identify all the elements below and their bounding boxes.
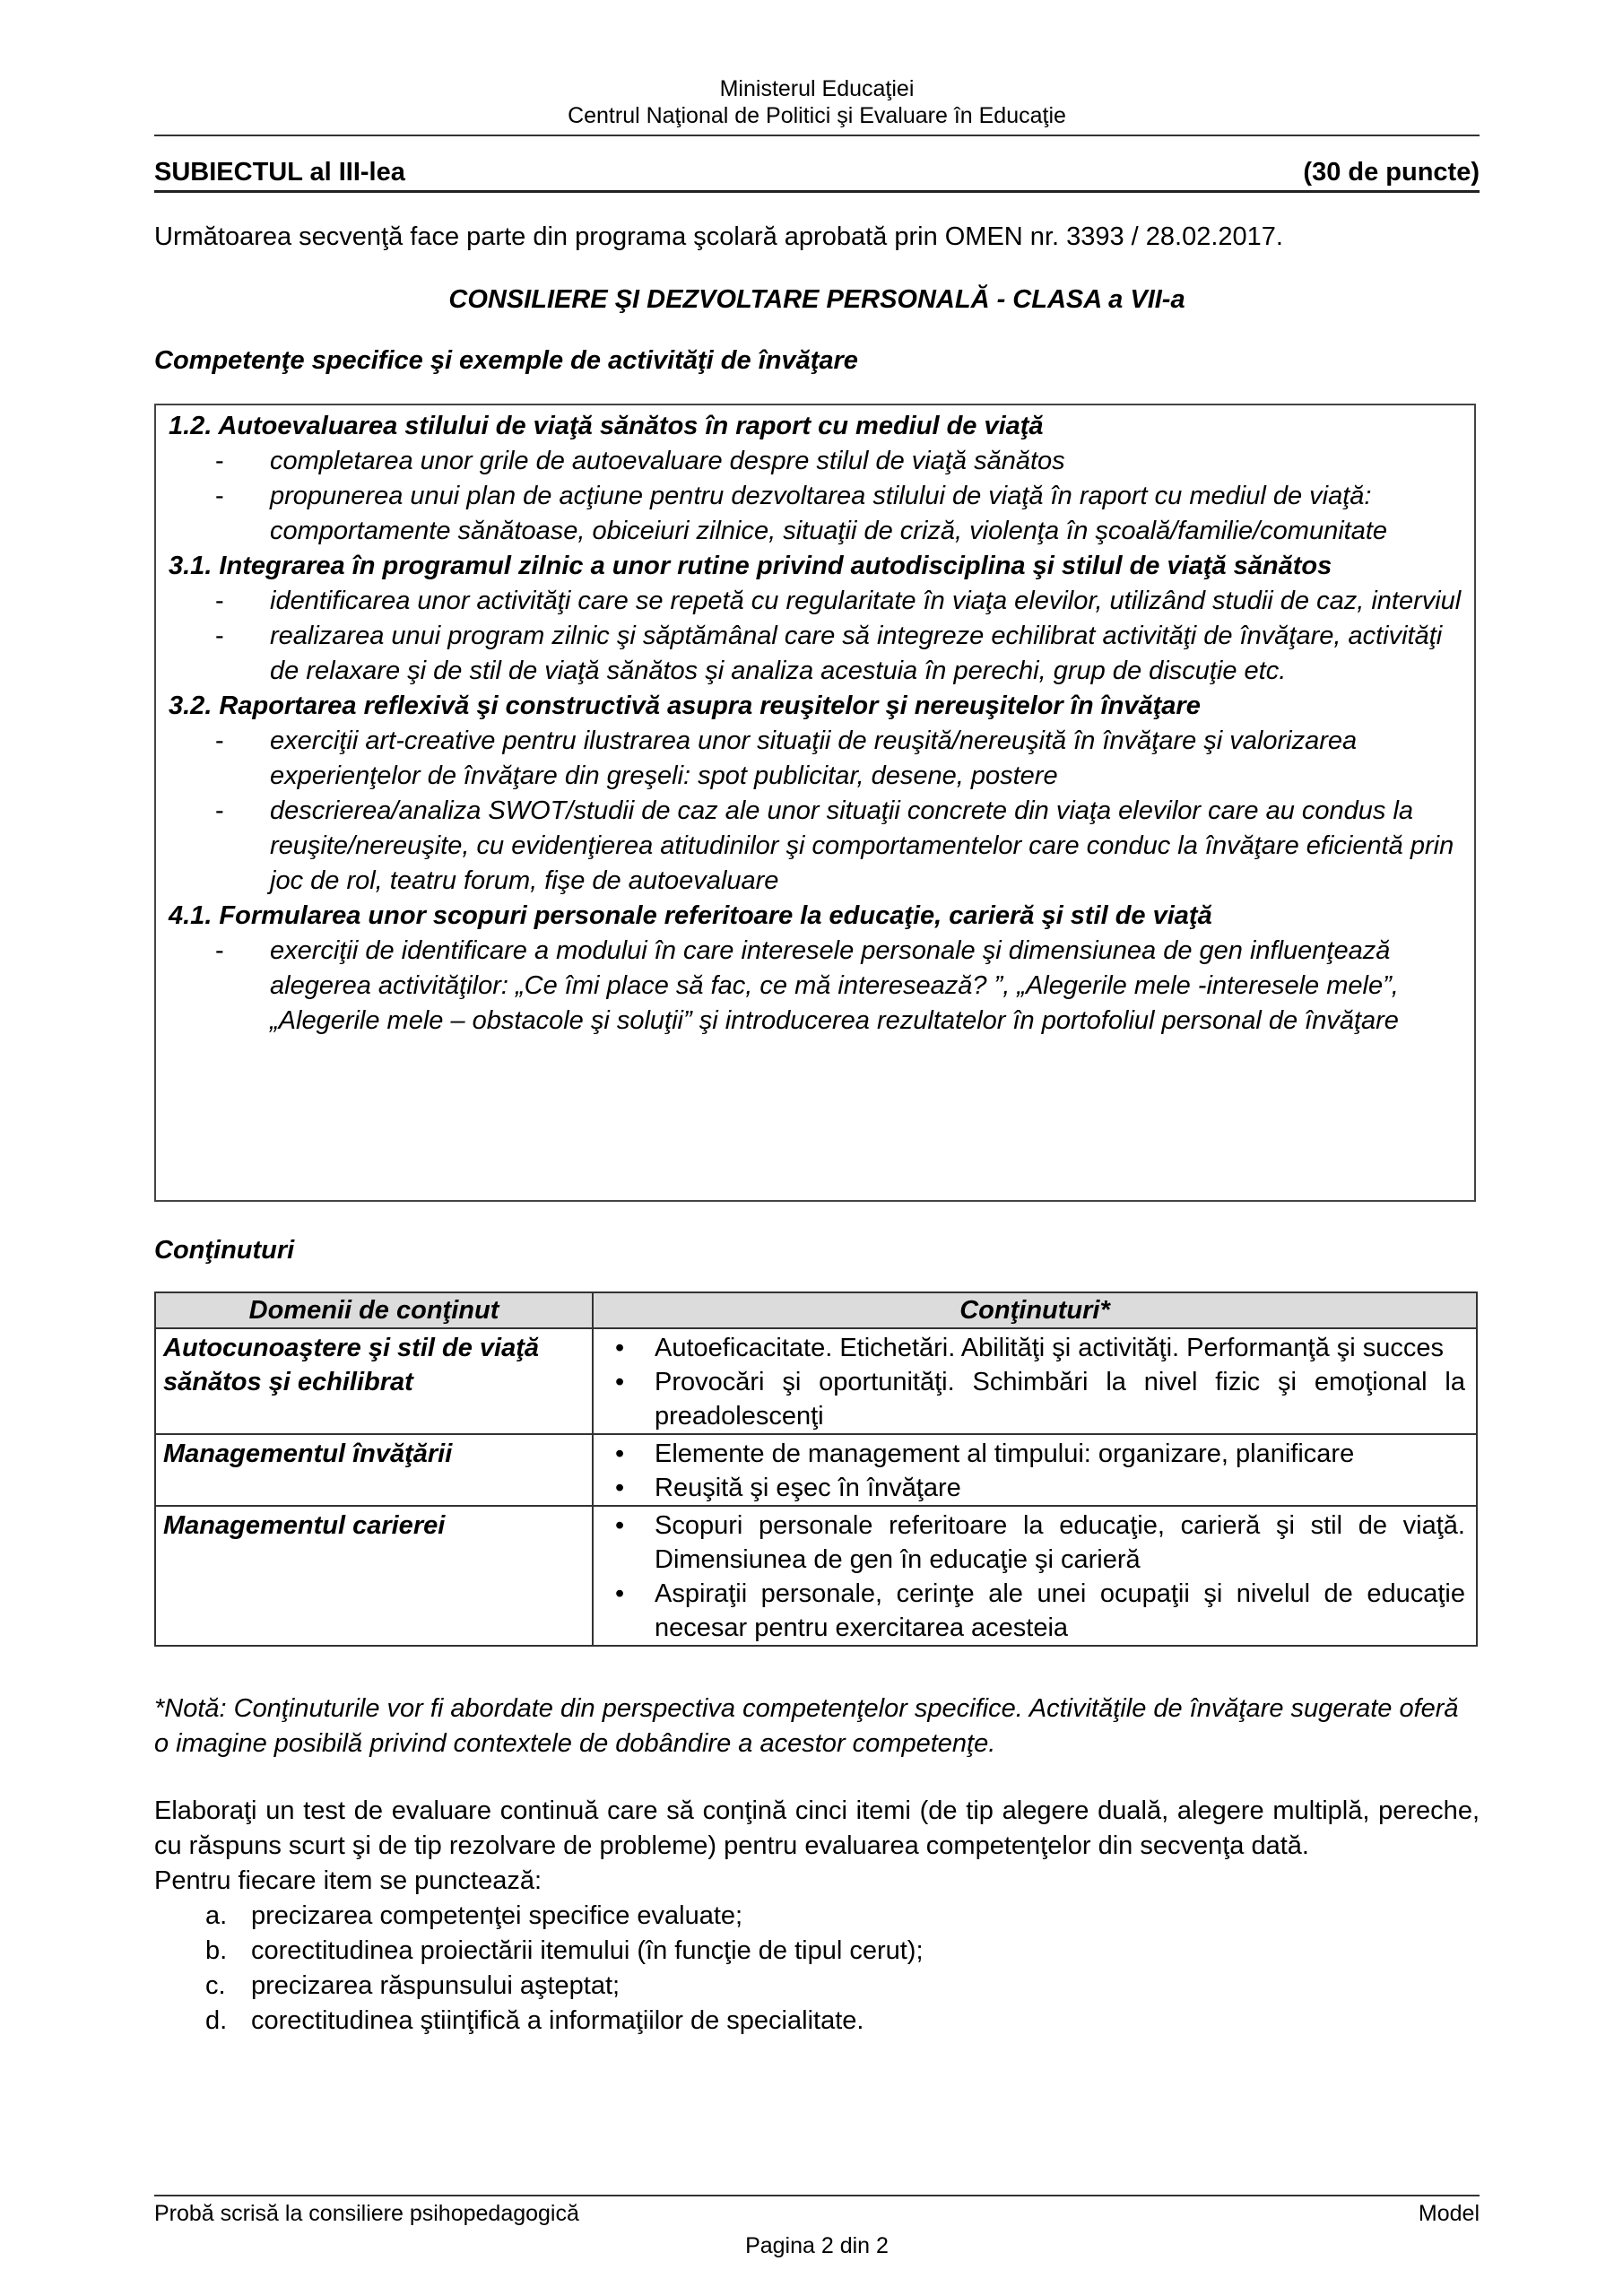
competence-1-2 [169,409,1463,549]
content-item: • Provocări şi oportunităţi. Schimbări la nivel fizic şi emoţional la preadolescenţi [604,1365,1465,1433]
task-text: Elaboraţi un test de evaluare continuă care să conţină cinci itemi (de tip alegere duală, alegere multiplă, pereche, cu răspuns scurt şi de tip rezolvare de probleme) pentru evaluarea competenţelor din secvenţa dată. [154,1796,1480,1860]
activity-item: - identificarea unor activităţi care se repetă cu regularitate în viaţa elevilor, utilizând studii de caz, interviul [169,584,1463,619]
intro-text: Următoarea secvenţă face parte din programa şcolară aprobată prin OMEN nr. 3393 / 28.02.2017. [154,222,1283,251]
content-item: • Elemente de management al timpului: organizare, planificare [604,1437,1465,1471]
criterion-item: d. corectitudinea ştiinţifică a informaţiilor de specialitate. [205,2006,864,2035]
subject-heading [154,158,1480,193]
bullet-dot-icon: • [615,1368,625,1396]
subject-title: SUBIECTUL al III-lea [154,158,405,187]
column-header-contents: Conţinuturi* [593,1292,1477,1328]
competences-title: Competenţe specifice şi exemple de activităţi de învăţare [154,346,858,375]
table-header-row [155,1292,1477,1328]
competence-3-1 [169,549,1463,689]
header-center: Centrul Naţional de Politici şi Evaluare în Educaţie [568,103,1066,128]
activity-item: - descrierea/analiza SWOT/studii de caz ale unor situaţii concrete din viaţa elevilor care au condus la reuşite/nereuşite, cu evidenţierea atitudinilor şi comportamentelor care conduc la învăţare eficientă prin joc de rol, teatru forum, fişe de autoevaluare [169,794,1463,899]
program-title: CONSILIERE ŞI DEZVOLTARE PERSONALĂ - CLASA a VII-a [448,285,1185,314]
activity-item: - exerciţii art-creative pentru ilustrarea unor situaţii de reuşită/nereuşită în învăţare şi valorizarea experienţelor de învăţare din greşeli: spot publicitar, desene, postere [169,724,1463,794]
bullet-dot-icon: • [615,1511,625,1540]
competence-4-1 [169,899,1463,1039]
activity-item: - exerciţii de identificare a modului în care interesele personale şi dimensiunea de gen influenţează alegerea activităţilor: „Ce îmi place să fac, ce mă interesează? ”, „Alegerile mele -interesele mele”, „Alegerile mele – obstacole şi soluţii” şi introducerea rezultatelor în portofoliul personal de învăţare [169,934,1463,1039]
criterion-item: c. precizarea răspunsului aşteptat; [205,1971,621,2000]
bullet-dot-icon: • [615,1579,625,1608]
contents-title: Conţinuturi [154,1236,295,1265]
content-item: • Aspiraţii personale, cerinţe ale unei ocupaţii şi nivelul de educaţie necesar pentru exercitarea acesteia [604,1577,1465,1645]
bullet-dot-icon: • [615,1474,625,1502]
bullet-dot-icon: • [615,1334,625,1362]
contents-cell [593,1328,1477,1434]
contents-cell [593,1506,1477,1646]
table-row [155,1506,1477,1646]
criterion-item: a. precizarea competenţei specifice evaluate; [205,1901,743,1930]
competences-box [154,404,1476,1202]
table-row [155,1434,1477,1506]
content-item: • Reuşită şi eşec în învăţare [604,1471,1465,1505]
footer-model-label: Model [1418,2201,1480,2226]
content-item: • Scopuri personale referitoare la educaţie, carieră şi stil de viaţă. Dimensiunea de gen în educaţie şi carieră [604,1509,1465,1577]
footer-exam-name: Probă scrisă la consiliere psihopedagogică [154,2201,579,2226]
domain-cell: Managementul învăţării [155,1434,593,1506]
dash-bullet: - [215,482,224,510]
competence-3-2 [169,689,1463,899]
table-row [155,1328,1477,1434]
domain-cell: Autocunoaştere şi stil de viaţă sănătos şi echilibrat [155,1328,593,1434]
footer-divider [154,2195,1480,2196]
dash-bullet: - [215,936,224,965]
dash-bullet: - [215,726,224,755]
activity-item: - propunerea unui plan de acţiune pentru dezvoltarea stilului de viaţă în raport cu mediul de viaţă: comportamente sănătoase, obiceiuri zilnice, situaţii de criză, violenţa în şcoală/familie/comunitate [169,479,1463,549]
page-number: Pagina 2 din 2 [745,2233,889,2258]
bullet-dot-icon: • [615,1439,625,1468]
competence-title: 4.1. Formularea unor scopuri personale referitoare la educaţie, carieră şi stil de viaţă [169,901,1212,930]
competence-title: 1.2. Autoevaluarea stilului de viaţă sănătos în raport cu mediul de viaţă [169,412,1044,440]
contents-cell [593,1434,1477,1506]
dash-bullet: - [215,447,224,475]
column-header-domains: Domenii de conţinut [155,1292,593,1328]
domain-cell: Managementul carierei [155,1506,593,1646]
competence-title: 3.2. Raportarea reflexivă şi constructivă asupra reuşitelor şi nereuşitelor în învăţare [169,691,1201,720]
dash-bullet: - [215,587,224,615]
criterion-item: b. corectitudinea proiectării itemului (în funcţie de tipul cerut); [205,1936,924,1965]
dash-bullet: - [215,622,224,650]
activity-item: - completarea unor grile de autoevaluare despre stilul de viaţă sănătos [169,444,1463,479]
content-item: • Autoeficacitate. Etichetări. Abilităţi şi activităţi. Performanţă şi succes [604,1331,1465,1365]
dash-bullet: - [215,796,224,825]
task-section [154,1794,1480,2039]
contents-table [154,1292,1478,1647]
scoring-intro: Pentru fiecare item se punctează: [154,1866,542,1895]
subject-points: (30 de puncte) [1303,158,1480,187]
header-ministry: Ministerul Educaţiei [719,76,915,101]
activity-item: - realizarea unui program zilnic şi săptămânal care să integreze echilibrat activităţi de învăţare, activităţi de relaxare şi de stil de viaţă sănătos şi analiza acestuia în perechi, grup de discuţie etc. [169,619,1463,689]
contents-note: *Notă: Conţinuturile vor fi abordate din perspectiva competenţelor specifice. Activităţile de învăţare sugerate oferă o imagine posibilă privind contextele de dobândire a acestor competenţe. [154,1694,1459,1758]
competence-title: 3.1. Integrarea în programul zilnic a unor rutine privind autodisciplina şi stilul de viaţă sănătos [169,552,1332,580]
header-divider [154,135,1480,136]
